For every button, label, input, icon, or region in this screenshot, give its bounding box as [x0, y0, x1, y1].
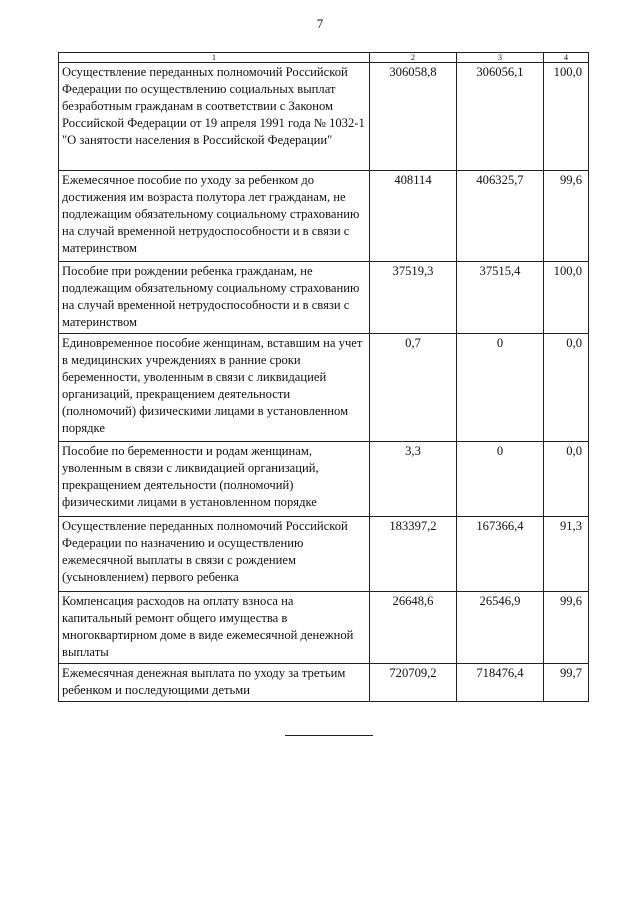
actual-amount: 167366,4 [457, 517, 544, 592]
table-row [59, 592, 589, 664]
execution-percent: 100,0 [544, 262, 589, 334]
table-row [59, 664, 589, 702]
row-description: Пособие по беременности и родам женщинам, уволенным в связи с ликвидацией организаций, прекращением деятельности (полномочий) физическими лицами в установленном порядке [59, 442, 370, 517]
row-description: Осуществление переданных полномочий Российской Федерации по назначению и осуществлению ежемесячной выплаты в связи с рождением (усыновлением) первого ребенка [59, 517, 370, 592]
execution-percent: 100,0 [544, 63, 589, 171]
page-number: 7 [316, 16, 324, 31]
planned-amount: 37519,3 [370, 262, 457, 334]
execution-percent: 99,6 [544, 171, 589, 262]
row-description: Ежемесячная денежная выплата по уходу за третьим ребенком и последующими детьми [59, 664, 370, 702]
planned-amount: 183397,2 [370, 517, 457, 592]
execution-percent: 99,7 [544, 664, 589, 702]
column-number-2: 2 [370, 53, 457, 63]
execution-percent: 0,0 [544, 442, 589, 517]
table-row [59, 171, 589, 262]
row-description: Осуществление переданных полномочий Российской Федерации по осуществлению социальных выплат безработным гражданам в соответствии с Законом Российской Федерации от 19 апреля 1991 года № 1032-1 "О занятости населения в Российской Федерации" [59, 63, 370, 171]
column-number-row [59, 53, 589, 63]
planned-amount: 408114 [370, 171, 457, 262]
budget-table [58, 52, 589, 702]
actual-amount: 26546,9 [457, 592, 544, 664]
table-row [59, 334, 589, 442]
row-description: Компенсация расходов на оплату взноса на капитальный ремонт общего имущества в многоквартирном доме в виде ежемесячной денежной выплаты [59, 592, 370, 664]
execution-percent: 99,6 [544, 592, 589, 664]
execution-percent: 91,3 [544, 517, 589, 592]
row-description: Пособие при рождении ребенка гражданам, не подлежащим обязательному социальному страхованию на случай временной нетрудоспособности и в связи с материнством [59, 262, 370, 334]
actual-amount: 306056,1 [457, 63, 544, 171]
column-number-1: 1 [59, 53, 370, 63]
planned-amount: 0,7 [370, 334, 457, 442]
actual-amount: 37515,4 [457, 262, 544, 334]
actual-amount: 718476,4 [457, 664, 544, 702]
table-row [59, 63, 589, 171]
closing-rule [285, 735, 373, 736]
table-row [59, 517, 589, 592]
actual-amount: 0 [457, 442, 544, 517]
planned-amount: 306058,8 [370, 63, 457, 171]
execution-percent: 0,0 [544, 334, 589, 442]
table-row [59, 262, 589, 334]
planned-amount: 3,3 [370, 442, 457, 517]
table-row [59, 442, 589, 517]
row-description: Единовременное пособие женщинам, вставшим на учет в медицинских учреждениях в ранние сроки беременности, уволенным в связи с ликвидацией организаций, прекращением деятельности (полномочий) физическими лицами в установленном порядке [59, 334, 370, 442]
column-number-3: 3 [457, 53, 544, 63]
actual-amount: 406325,7 [457, 171, 544, 262]
planned-amount: 26648,6 [370, 592, 457, 664]
column-number-4: 4 [544, 53, 589, 63]
planned-amount: 720709,2 [370, 664, 457, 702]
actual-amount: 0 [457, 334, 544, 442]
row-description: Ежемесячное пособие по уходу за ребенком до достижения им возраста полутора лет гражданам, не подлежащим обязательному социальному страхованию на случай временной нетрудоспособности и в связи с материнством [59, 171, 370, 262]
